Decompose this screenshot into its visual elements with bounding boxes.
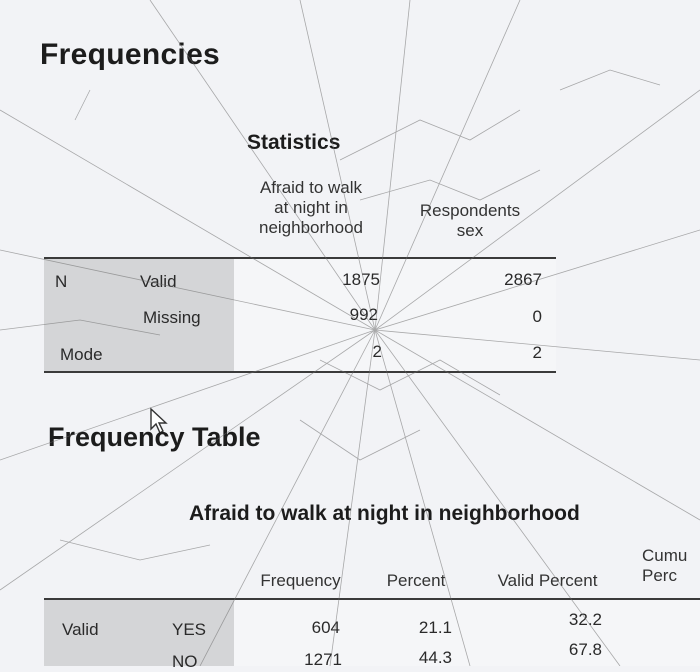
freq-no-frequency: 1271: [304, 650, 342, 669]
cell-mode-afraid: 2: [372, 342, 382, 361]
header-percent: Percent: [386, 571, 446, 590]
header-frequency: Frequency: [260, 571, 341, 590]
row-label-valid: Valid: [140, 272, 177, 291]
column-header-afraid: Afraid to walk at night in neighborhood: [259, 178, 363, 237]
frequency-table-title: Afraid to walk at night in neighborhood: [189, 502, 580, 525]
section-heading: Frequency Table: [48, 422, 261, 452]
cell-missing-afraid: 992: [349, 305, 378, 324]
row-label-missing: Missing: [143, 308, 201, 327]
row-group-n: N: [55, 272, 68, 291]
table-top-rule: [44, 257, 556, 259]
freq-table-top-rule: [44, 598, 700, 600]
freq-yes-valid-percent: 32.2: [568, 610, 602, 629]
freq-no-valid-percent: 67.8: [568, 640, 602, 659]
cell-valid-afraid: 1875: [342, 270, 380, 289]
freq-yes-percent: 21.1: [418, 618, 452, 637]
cell-missing-sex: 0: [532, 307, 542, 326]
freq-group-valid: Valid: [62, 620, 99, 639]
statistics-title: Statistics: [247, 131, 341, 154]
page-title: Frequencies: [40, 38, 221, 71]
freq-no-percent: 44.3: [418, 648, 452, 667]
header-cumulative: Cumu Perc: [642, 546, 688, 585]
freq-yes-frequency: 604: [311, 618, 340, 637]
row-label-mode: Mode: [60, 345, 103, 364]
cell-mode-sex: 2: [532, 343, 542, 362]
freq-row-label-yes: YES: [172, 620, 207, 639]
header-valid-percent: Valid Percent: [497, 571, 598, 590]
freq-row-label-no: NO: [172, 652, 198, 671]
table-bottom-rule: [44, 371, 556, 373]
column-header-sex: Respondents sex: [419, 201, 521, 240]
cell-valid-sex: 2867: [504, 270, 542, 289]
